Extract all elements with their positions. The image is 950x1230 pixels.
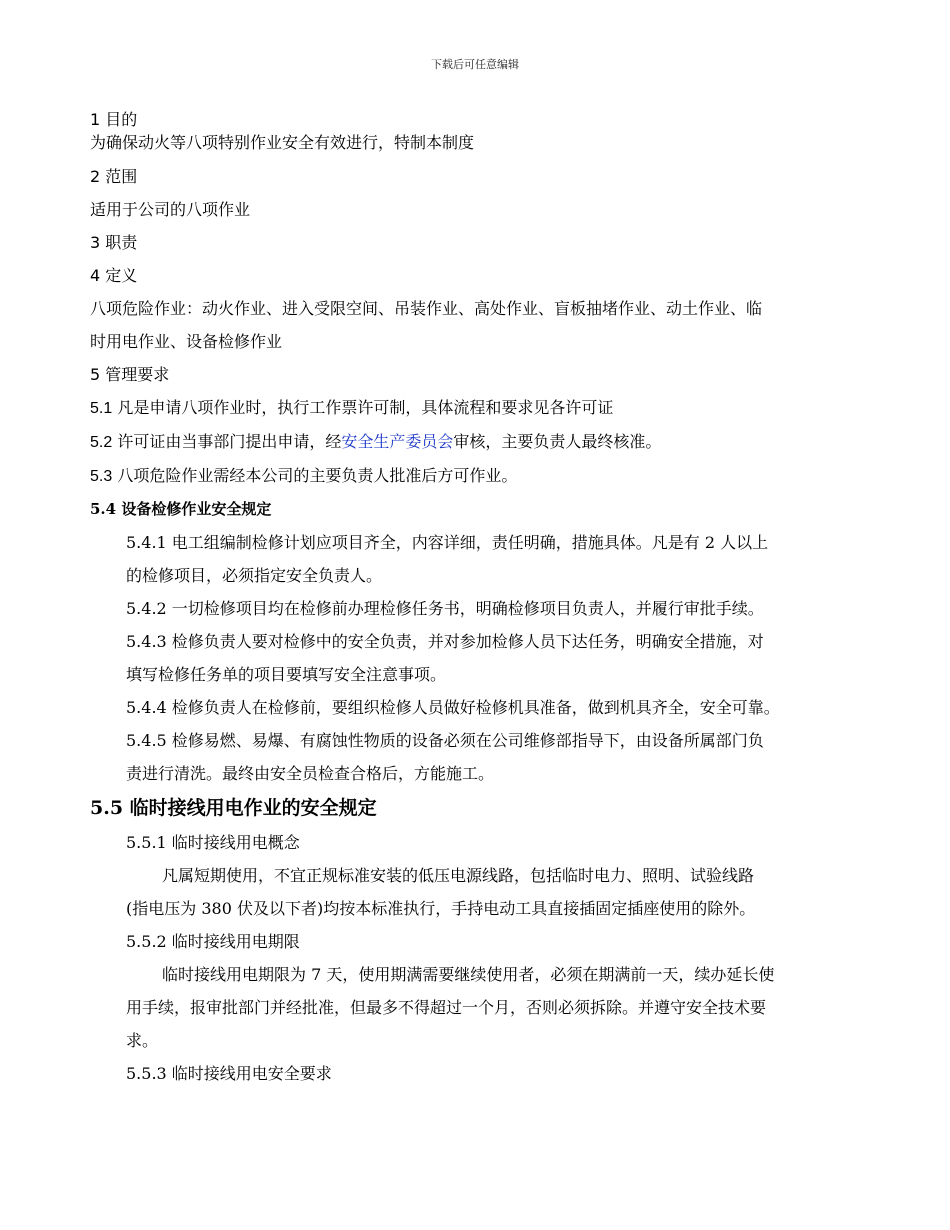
page-header-note: 下载后可任意编辑 <box>431 58 519 71</box>
clause-5-3-number: 5.3 <box>90 468 113 485</box>
subsection-5-5-1-title: 5.5.1 临时接线用电概念 <box>126 833 300 852</box>
section-1-title: 1 目的 <box>90 110 138 129</box>
clause-5-1-number: 5.1 <box>90 400 113 417</box>
clause-5-1-text: 凡是申请八项作业时，执行工作票许可制，具体流程和要求见各许可证 <box>112 398 614 417</box>
section-5-title: 5 管理要求 <box>90 365 170 384</box>
clause-5-2 <box>90 425 890 459</box>
item-5-4-4: 5.4.4 检修负责人在检修前，要组织检修人员做好检修机具准备，做到机具齐全，安全可靠。 <box>126 698 780 717</box>
subsection-5-5-2-body-line-1: 临时接线用电期限为 7 天，使用期满需要继续使用者，必须在期满前一天，续办延长使 <box>162 965 775 984</box>
section-5-5-heading: 5.5 临时接线用电作业的安全规定 <box>90 797 377 819</box>
document-body <box>90 108 890 1090</box>
item-5-4-5-line-1: 5.4.5 检修易燃、易爆、有腐蚀性物质的设备必须在公司维修部指导下，由设备所属部门负 <box>126 731 764 750</box>
section-2-body: 适用于公司的八项作业 <box>90 200 251 219</box>
clause-5-2-text-before: 许可证由当事部门提出申请，经 <box>112 432 342 451</box>
item-5-4-1-line-1: 5.4.1 电工组编制检修计划应项目齐全，内容详细，责任明确，措施具体。凡是有 2 人以上 <box>126 533 769 552</box>
clause-5-3 <box>90 459 890 493</box>
clause-5-2-number: 5.2 <box>90 434 113 451</box>
section-4-title: 4 定义 <box>90 266 138 285</box>
section-3-title: 3 职责 <box>90 233 138 252</box>
subsection-5-5-3-title: 5.5.3 临时接线用电安全要求 <box>126 1064 332 1083</box>
subsection-5-5-2-body-line-2: 用手续，报审批部门并经批准，但最多不得超过一个月，否则必须拆除。并遵守安全技术要 <box>126 998 767 1017</box>
subsection-5-5-2-body-line-3: 求。 <box>126 1031 159 1050</box>
item-5-4-3-line-2: 填写检修任务单的项目要填写安全注意事项。 <box>126 665 447 684</box>
subsection-5-5-2-title: 5.5.2 临时接线用电期限 <box>126 932 300 951</box>
item-5-4-1-line-2: 的检修项目，必须指定安全负责人。 <box>126 566 383 585</box>
subsection-5-5-1-body-line-1: 凡属短期使用，不宜正规标准安装的低压电源线路，包括临时电力、照明、试验线路 <box>162 866 755 885</box>
section-4-body-line-1: 八项危险作业：动火作业、进入受限空间、吊装作业、高处作业、盲板抽堵作业、动土作业、临 <box>90 299 763 318</box>
section-4-body-line-2: 时用电作业、设备检修作业 <box>90 332 283 351</box>
section-1-body: 为确保动火等八项特别作业安全有效进行，特制本制度 <box>90 133 475 152</box>
item-5-4-3-line-1: 5.4.3 检修负责人要对检修中的安全负责，并对参加检修人员下达任务，明确安全措施，对 <box>126 632 764 651</box>
section-5-4-heading: 5.4 设备检修作业安全规定 <box>90 500 272 518</box>
subsection-5-5-1-body-line-2: (指电压为 380 伏及以下者)均按本标准执行，手持电动工具直接插固定插座使用的除外。 <box>126 899 756 918</box>
safety-committee-link[interactable]: 安全生产委员会 <box>341 432 454 451</box>
item-5-4-5-line-2: 责进行清洗。最终由安全员检查合格后，方能施工。 <box>126 764 495 783</box>
item-5-4-2: 5.4.2 一切检修项目均在检修前办理检修任务书，明确检修项目负责人，并履行审批手续。 <box>126 599 764 618</box>
clause-5-3-text: 八项危险作业需经本公司的主要负责人批准后方可作业。 <box>112 466 518 485</box>
section-2-title: 2 范围 <box>90 167 138 186</box>
clause-5-1 <box>90 391 890 425</box>
clause-5-2-text-after: 审核，主要负责人最终核准。 <box>453 432 662 451</box>
